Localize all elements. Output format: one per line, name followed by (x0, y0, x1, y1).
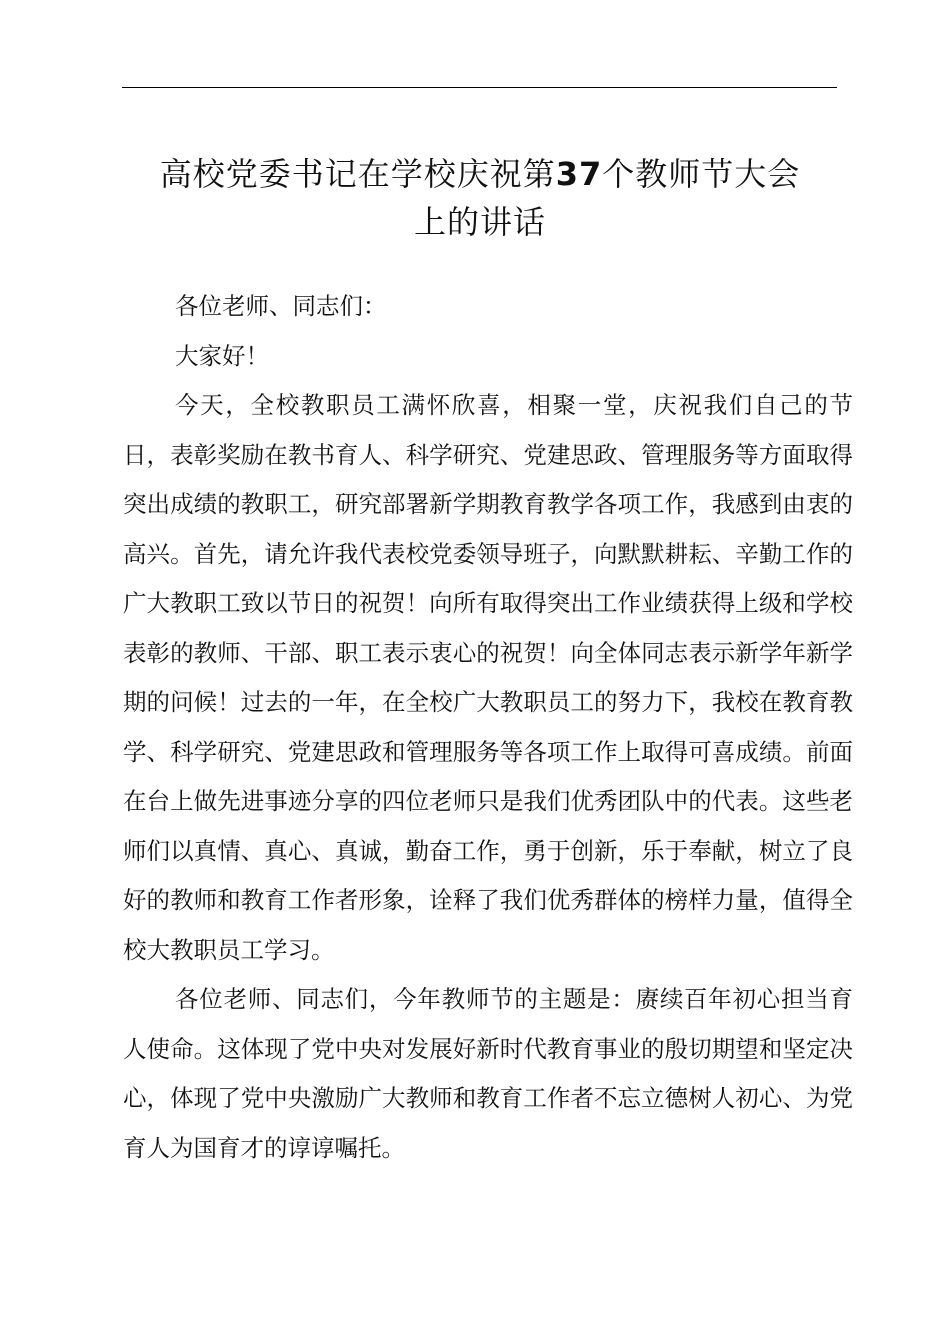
title-line1-after: 个教师节大会 (602, 155, 801, 193)
title-line1-number: 37 (555, 155, 603, 193)
document-body (123, 282, 853, 1173)
greeting: 大家好！ (175, 341, 269, 370)
title-line1-before: 高校党委书记在学校庆祝第 (159, 155, 556, 193)
paragraph-2: 各位老师、同志们，今年教师节的主题是：赓续百年初心担当育人使命。这体现了党中央对发展好新时代教育事业的殷切期望和坚定决心，体现了党中央激励广大教师和教育工作者不忘立德树人初心、为党育人为国育才的谆谆嘱托。 (123, 985, 853, 1162)
title-line2: 上的讲话 (413, 203, 546, 241)
document-title (100, 150, 860, 246)
paragraph-1: 今天，全校教职员工满怀欣喜，相聚一堂，庆祝我们自己的节日，表彰奖励在教书育人、科学研究、党建思政、管理服务等方面取得突出成绩的教职工，研究部署新学期教育教学各项工作，我感到由衷的高兴。首先，请允许我代表校党委领导班子，向默默耕耘、辛勤工作的广大教职工致以节日的祝贺！向所有取得突出工作业绩获得上级和学校表彰的教师、干部、职工表示衷心的祝贺！向全体同志表示新学年新学期的问候！过去的一年，在全校广大教职员工的努力下，我校在教育教学、科学研究、党建思政和管理服务等各项工作上取得可喜成绩。前面在台上做先进事迹分享的四位老师只是我们优秀团队中的代表。这些老师们以真情、真心、真诚，勤奋工作，勇于创新，乐于奉献，树立了良好的教师和教育工作者形象，诠释了我们优秀群体的榜样力量，值得全校大教职员工学习。 (123, 391, 853, 964)
salutation: 各位老师、同志们： (175, 292, 387, 320)
header-rule (122, 87, 837, 88)
